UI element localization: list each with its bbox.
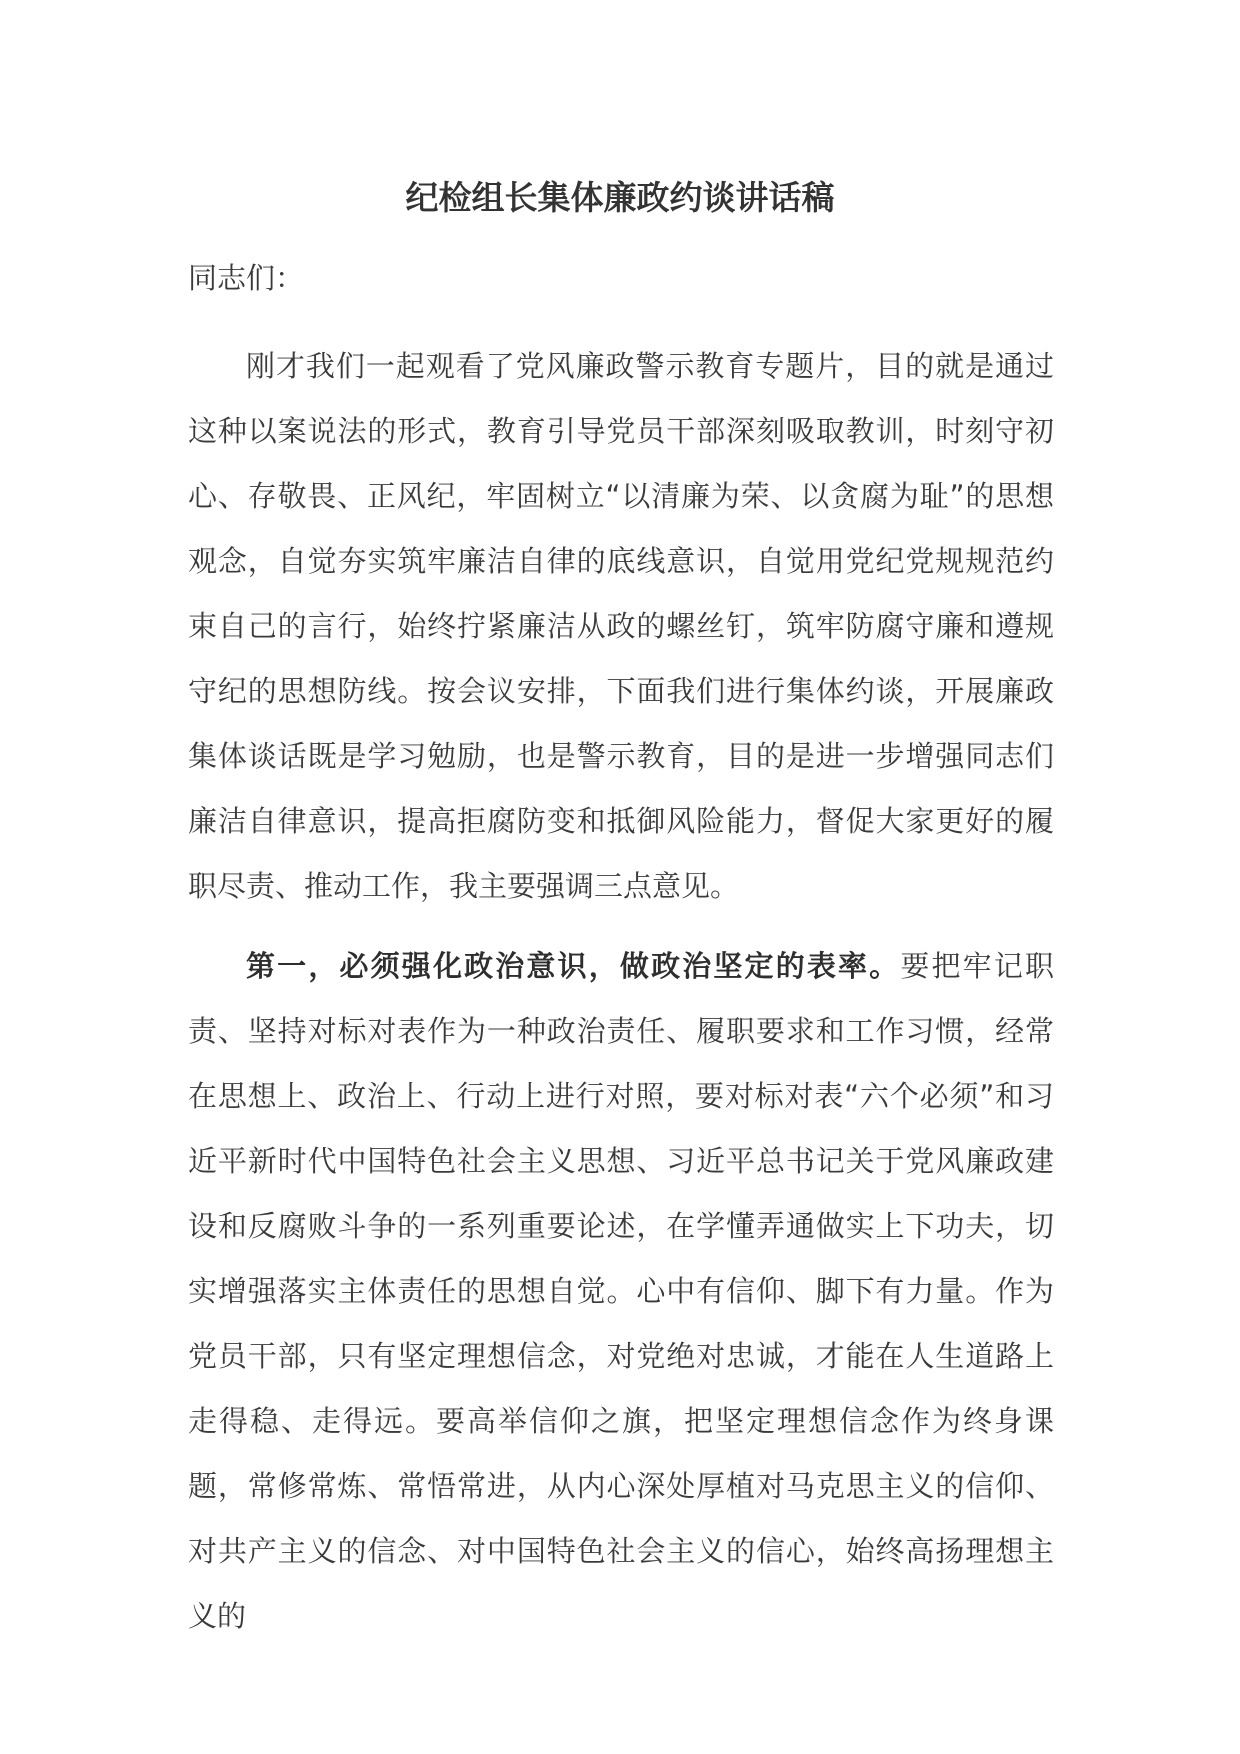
salutation: 同志们：: [188, 261, 305, 295]
paragraph-2-text: 要把牢记职责、坚持对标对表作为一种政治责任、履职要求和工作习惯，经常在思想上、政治上、行动上进行对照，要对标对表“六个必须”和习近平新时代中国特色社会主义思想、习近平总书记关于党风廉政建设和反腐败斗争的一系列重要论述，在学懂弄通做实上下功夫，切实增强落实主体责任的思想自觉。心中有信仰、脚下有力量。作为党员干部，只有坚定理想信念，对党绝对忠诚，才能在人生道路上走得稳、走得远。要高举信仰之旗，把坚定理想信念作为终身课题，常修常炼、常悟常进，从内心深处厚植对马克思主义的信仰、对共产主义的信念、对中国特色社会主义的信心，始终高扬理想主义的: [188, 949, 1054, 1633]
paragraph-1-text: 刚才我们一起观看了党风廉政警示教育专题片，目的就是通过这种以案说法的形式，教育引导党员干部深刻吸取教训，时刻守初心、存敬畏、正风纪，牢固树立“以清廉为荣、以贪腐为耻”的思想观念，自觉夯实筑牢廉洁自律的底线意识，自觉用党纪党规规范约束自己的言行，始终拧紧廉洁从政的螺丝钉，筑牢防腐守廉和遵规守纪的思想防线。按会议安排，下面我们进行集体约谈，开展廉政集体谈话既是学习勉励，也是警示教育，目的是进一步增强同志们廉洁自律意识，提高拒腐防变和抵御风险能力，督促大家更好的履职尽责、推动工作，我主要强调三点意见。: [188, 349, 1054, 903]
paragraph-2-lead: 第一，必须强化政治意识，做政治坚定的表率。: [246, 949, 901, 983]
document-title: 纪检组长集体廉政约谈讲话稿: [405, 178, 835, 217]
paragraph-1: [188, 334, 1054, 919]
paragraph-2: [188, 934, 1054, 1649]
